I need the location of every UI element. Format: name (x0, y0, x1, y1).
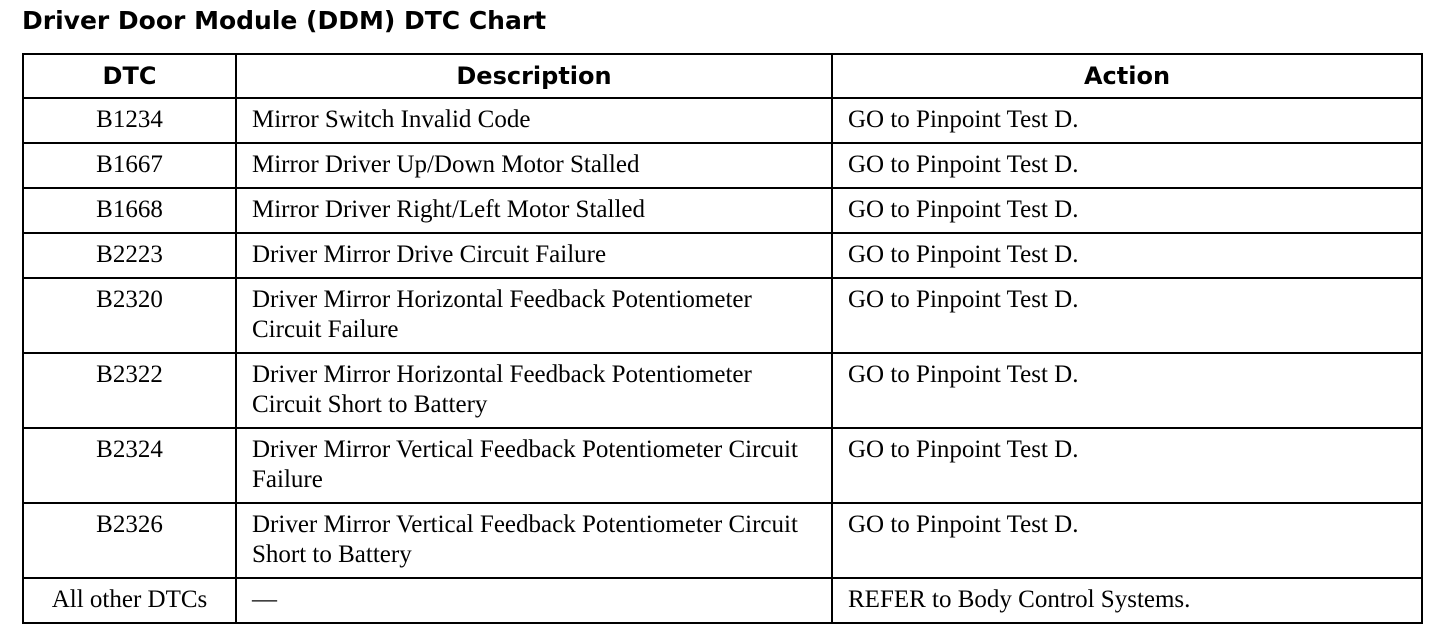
action-cell: GO to Pinpoint Test D. (832, 233, 1422, 278)
description-cell: Driver Mirror Drive Circuit Failure (236, 233, 832, 278)
dtc-code-cell: B2320 (23, 278, 236, 353)
table-row (23, 98, 1422, 143)
table-header-row (23, 54, 1422, 98)
column-header-description: Description (236, 54, 832, 98)
description-cell: Mirror Driver Right/Left Motor Stalled (236, 188, 832, 233)
dtc-table (22, 53, 1423, 624)
dtc-code-cell: B1234 (23, 98, 236, 143)
table-row (23, 278, 1422, 353)
dtc-code-cell: B2324 (23, 428, 236, 503)
description-cell: Driver Mirror Vertical Feedback Potentiometer Circuit Short to Battery (236, 503, 832, 578)
description-cell: Driver Mirror Horizontal Feedback Potentiometer Circuit Short to Battery (236, 353, 832, 428)
dtc-code-cell: B1668 (23, 188, 236, 233)
table-row (23, 188, 1422, 233)
dtc-code-cell: B2322 (23, 353, 236, 428)
action-cell: GO to Pinpoint Test D. (832, 143, 1422, 188)
dtc-code-cell: B2326 (23, 503, 236, 578)
column-header-action: Action (832, 54, 1422, 98)
table-row (23, 233, 1422, 278)
action-cell: GO to Pinpoint Test D. (832, 428, 1422, 503)
table-row (23, 143, 1422, 188)
action-cell: GO to Pinpoint Test D. (832, 503, 1422, 578)
dtc-code-cell: B1667 (23, 143, 236, 188)
table-row (23, 503, 1422, 578)
action-cell: GO to Pinpoint Test D. (832, 353, 1422, 428)
dtc-code-cell: B2223 (23, 233, 236, 278)
description-cell: Mirror Driver Up/Down Motor Stalled (236, 143, 832, 188)
table-row (23, 353, 1422, 428)
description-cell: Mirror Switch Invalid Code (236, 98, 832, 143)
action-cell: GO to Pinpoint Test D. (832, 188, 1422, 233)
action-cell: GO to Pinpoint Test D. (832, 278, 1422, 353)
table-row (23, 578, 1422, 623)
page-title: Driver Door Module (DDM) DTC Chart (22, 6, 547, 35)
column-header-dtc: DTC (23, 54, 236, 98)
dtc-code-cell: All other DTCs (23, 578, 236, 623)
description-cell: Driver Mirror Vertical Feedback Potentiometer Circuit Failure (236, 428, 832, 503)
description-cell: Driver Mirror Horizontal Feedback Potentiometer Circuit Failure (236, 278, 832, 353)
description-cell: — (236, 578, 832, 623)
action-cell: GO to Pinpoint Test D. (832, 98, 1422, 143)
action-cell: REFER to Body Control Systems. (832, 578, 1422, 623)
table-row (23, 428, 1422, 503)
